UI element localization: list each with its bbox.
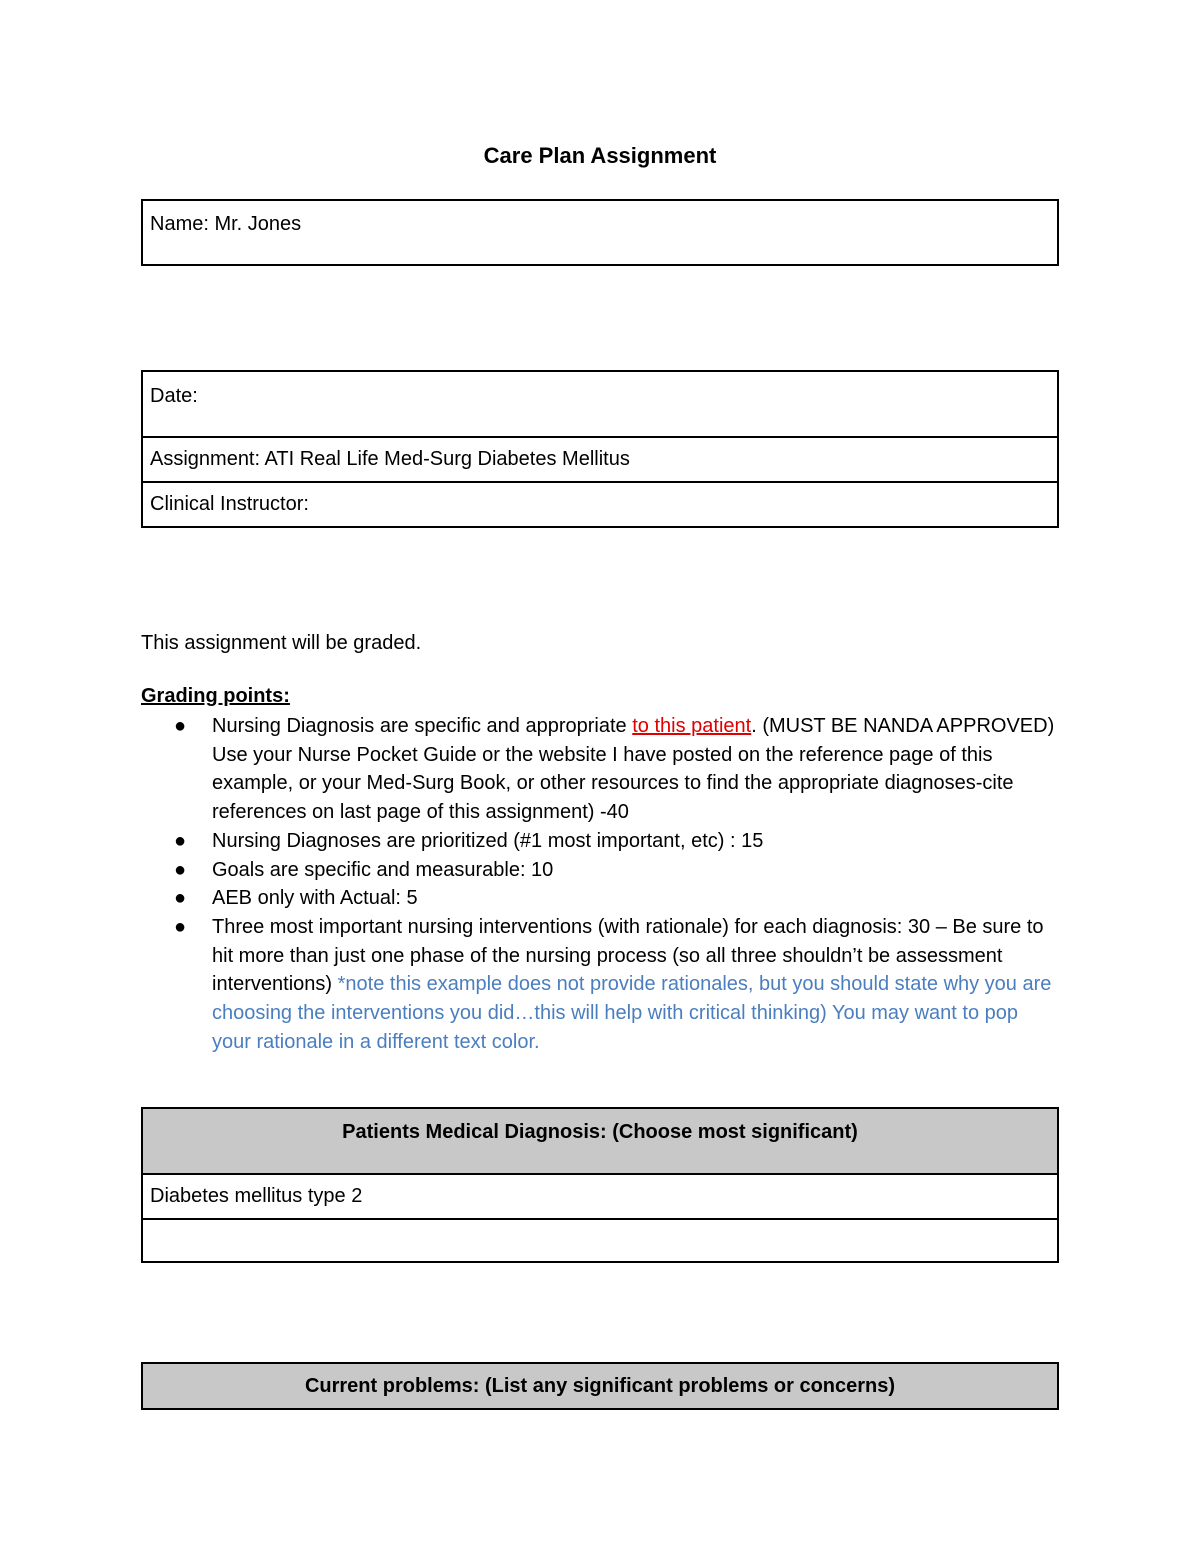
name-box xyxy=(141,199,1059,266)
list-item xyxy=(141,913,1059,1057)
item-text: Nursing Diagnoses are prioritized (#1 most important, etc) : 15 xyxy=(212,829,764,852)
medical-diagnosis-table xyxy=(141,1107,1059,1263)
graded-note: This assignment will be graded. xyxy=(141,632,422,654)
date-field: Date: xyxy=(143,372,1057,438)
medical-diagnosis-header: Patients Medical Diagnosis: (Choose most significant) xyxy=(143,1109,1057,1175)
list-item xyxy=(141,712,1059,827)
clinical-instructor-field: Clinical Instructor: xyxy=(150,493,309,515)
assignment-field: Assignment: ATI Real Life Med-Surg Diabetes Mellitus xyxy=(143,438,1057,483)
highlight-text: to this patient xyxy=(632,715,752,737)
medical-diagnosis-value: Diabetes mellitus type 2 xyxy=(143,1175,1057,1220)
current-problems-header: Current problems: (List any significant problems or concerns) xyxy=(143,1364,1057,1408)
info-table xyxy=(141,370,1059,528)
page-title: Care Plan Assignment xyxy=(483,143,717,168)
current-problems-table xyxy=(141,1362,1059,1410)
bullet-icon: ● xyxy=(174,858,187,881)
item-text: Nursing Diagnosis are specific and appropriate xyxy=(212,715,633,737)
grading-points-heading: Grading points: xyxy=(141,685,290,707)
list-item xyxy=(141,856,1059,885)
grading-points-list xyxy=(141,712,1059,1056)
list-item xyxy=(141,884,1059,913)
item-text: Three most important nursing interventions (with rationale) for each diagnosis: 30 – Be sure to hit more than just one phase of the nursing process (so all three shouldn’t be assessment interventions) xyxy=(212,915,1044,996)
name-field: Name: Mr. Jones xyxy=(150,213,302,235)
item-text: Goals are specific and measurable: 10 xyxy=(212,858,554,881)
item-text: . (MUST BE NANDA APPROVED) Use your Nurse Pocket Guide or the website I have posted on the reference page of this example, or your Med-Surg Book, or other resources to find the appropriate diagnoses-cite references on last page of this assignment) -40 xyxy=(212,715,1055,824)
medical-diagnosis-empty-row xyxy=(143,1220,1057,1261)
rationale-note: *note this example does not provide rationales, but you should state why you are choosing the interventions you did…this will help with critical thinking) You may want to pop your rationale in a different text color. xyxy=(212,973,1052,1053)
item-text: AEB only with Actual: 5 xyxy=(212,887,418,910)
bullet-icon: ● xyxy=(174,915,187,938)
bullet-icon: ● xyxy=(174,887,187,910)
bullet-icon: ● xyxy=(174,715,187,737)
list-item xyxy=(141,827,1059,856)
bullet-icon: ● xyxy=(174,829,187,852)
